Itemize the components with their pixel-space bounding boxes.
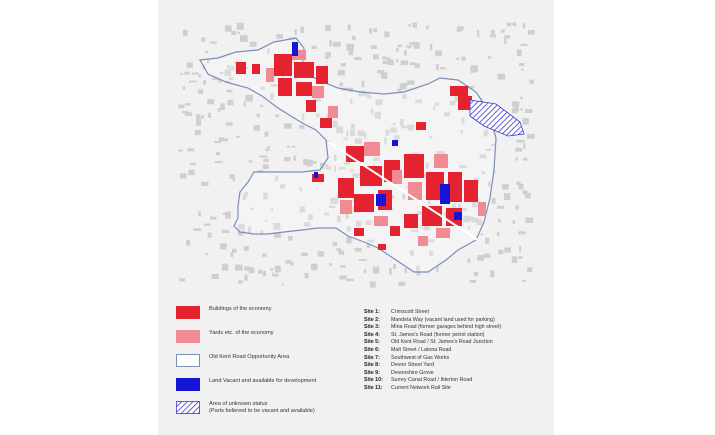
building-footprint [244, 246, 249, 251]
building-footprint [186, 240, 190, 246]
building-footprint [492, 198, 496, 204]
building-footprint [348, 24, 351, 30]
building-footprint [265, 149, 267, 152]
building-footprint [222, 230, 229, 233]
building-footprint [521, 69, 524, 71]
building-footprint [512, 256, 518, 263]
building-footprint [333, 42, 341, 47]
building-footprint [237, 136, 240, 138]
building-footprint [225, 212, 231, 219]
unknown-swatch [176, 401, 200, 414]
building-footprint [462, 57, 466, 61]
site-row [364, 309, 544, 317]
building-footprint [410, 62, 416, 65]
building-footprint [270, 268, 273, 271]
building-footprint [346, 44, 354, 51]
building-footprint [405, 268, 408, 273]
site-name: Southwest of Gas Works [391, 354, 450, 361]
building-footprint [257, 114, 260, 118]
building-footprint [435, 50, 442, 56]
building-footprint [359, 259, 367, 261]
building-footprint [414, 42, 420, 49]
site-name: Devon Street Yard [391, 362, 435, 369]
building-footprint [369, 28, 372, 33]
building-footprint [513, 220, 516, 224]
building-footprint [275, 266, 281, 273]
building-footprint [515, 205, 518, 209]
building-footprint [325, 54, 329, 59]
building-footprint [185, 103, 191, 105]
building-footprint [504, 193, 511, 200]
building-footprint [325, 25, 331, 31]
building-footprint [216, 152, 221, 155]
building-footprint [488, 56, 491, 59]
building-footprint [287, 146, 290, 148]
building-footprint [225, 25, 232, 31]
building-footprint [222, 264, 228, 271]
building-footprint [284, 123, 291, 129]
building-footprint [527, 267, 532, 272]
building-footprint [519, 184, 524, 190]
building-footprint [457, 26, 464, 30]
site-row [364, 339, 544, 347]
building-footprint [286, 260, 292, 264]
site-name: St. James's Road (former petrol station) [391, 331, 485, 338]
building-footprint [512, 23, 516, 27]
building-footprint [519, 256, 522, 259]
building-footprint [523, 158, 527, 161]
site-list [364, 309, 544, 393]
building-footprint [231, 31, 236, 35]
building-footprint [341, 63, 346, 67]
site-row [364, 370, 544, 378]
building-footprint [183, 30, 188, 36]
site-row [364, 347, 544, 355]
building-footprint [520, 97, 523, 100]
building-footprint [340, 82, 343, 86]
building-footprint [407, 46, 412, 49]
building-footprint [294, 29, 296, 35]
legend-label: Yards etc. of the economy [209, 330, 274, 336]
building-footprint [373, 267, 379, 274]
site-row [364, 377, 544, 385]
building-footprint [512, 102, 519, 107]
building-footprint [398, 282, 405, 286]
building-footprint [210, 217, 217, 220]
building-footprint [346, 237, 351, 244]
building-footprint [501, 30, 505, 33]
building-footprint [212, 274, 219, 279]
building-footprint [284, 157, 290, 161]
building-footprint [529, 80, 533, 84]
building-footprint [227, 100, 233, 106]
building-footprint [373, 54, 379, 59]
building-footprint [456, 58, 459, 60]
building-footprint [498, 250, 503, 255]
building-footprint [370, 281, 376, 287]
building-footprint [401, 83, 408, 87]
building-footprint [232, 249, 237, 253]
building-footprint [235, 265, 243, 271]
building-footprint [498, 74, 506, 80]
building-footprint [190, 163, 196, 165]
building-footprint [396, 48, 399, 52]
site-number: Site 4: [364, 331, 380, 338]
building-footprint [474, 272, 478, 277]
building-footprint [185, 111, 188, 116]
building-footprint [187, 148, 194, 151]
building-footprint [477, 30, 479, 37]
legend-item-area [176, 354, 289, 367]
building-footprint [339, 275, 346, 279]
site-row [364, 362, 544, 370]
building-footprint [179, 278, 185, 281]
building-footprint [362, 81, 365, 87]
building-footprint [339, 251, 345, 255]
building-footprint [218, 108, 221, 112]
building-footprint [205, 253, 208, 255]
building-footprint [491, 30, 495, 34]
building-footprint [220, 243, 227, 249]
building-footprint [497, 206, 504, 209]
building-footprint [520, 108, 522, 110]
building-footprint [178, 105, 184, 109]
building-footprint [384, 31, 389, 37]
building-footprint [504, 35, 510, 38]
site-row [364, 355, 544, 363]
building-footprint [526, 218, 534, 224]
site-number: Site 7: [364, 354, 380, 361]
building-footprint [205, 51, 208, 53]
building-footprint [208, 113, 211, 118]
building-footprint [512, 108, 518, 113]
building-footprint [192, 73, 199, 75]
building-footprint [265, 132, 269, 137]
building-footprint [522, 280, 526, 282]
building-footprint [519, 246, 521, 252]
building-footprint [245, 95, 253, 102]
building-footprint [346, 279, 354, 282]
legend-item-unknown [176, 401, 315, 415]
area-swatch [176, 354, 200, 367]
site-number: Site 3: [364, 324, 380, 331]
site-number: Site 11: [364, 384, 383, 391]
building-footprint [481, 233, 484, 235]
building-footprint [275, 114, 279, 117]
site-name: Devonshire Grove [391, 369, 434, 376]
building-footprint [230, 252, 233, 257]
site-number: Site 8: [364, 362, 380, 369]
building-footprint [305, 273, 309, 279]
building-footprint [517, 50, 522, 57]
building-footprint [497, 232, 499, 236]
building-footprint [263, 159, 268, 162]
building-footprint [336, 248, 341, 250]
building-footprint [352, 36, 356, 40]
building-footprint [517, 140, 525, 143]
building-footprint [198, 211, 201, 216]
site-row [364, 332, 544, 340]
site-name: Malt Street / Latona Road [391, 346, 452, 353]
building-footprint [311, 264, 318, 271]
building-footprint [318, 251, 324, 257]
building-footprint [188, 170, 194, 176]
building-footprint [401, 60, 409, 65]
building-footprint [183, 86, 186, 90]
building-footprint [263, 271, 266, 277]
site-row [364, 317, 544, 325]
building-footprint [299, 125, 304, 129]
building-footprint [527, 134, 535, 139]
building-footprint [477, 255, 484, 261]
building-footprint [238, 280, 243, 283]
building-footprint [220, 103, 225, 110]
yards-swatch [176, 330, 200, 343]
site-number: Site 5: [364, 339, 380, 346]
building-footprint [426, 26, 429, 30]
building-footprint [396, 59, 398, 62]
building-footprint [498, 219, 501, 222]
building-footprint [523, 23, 526, 28]
building-footprint [504, 247, 511, 252]
site-name: Old Kent Road / St. James's Road Junction [391, 339, 493, 346]
legend-label: Area of unknown status (Parts believed to be vacant and available) [209, 401, 315, 414]
building-footprint [198, 75, 201, 78]
site-number: Site 10: [364, 377, 383, 384]
building-footprint [340, 265, 346, 267]
building-footprint [470, 280, 477, 283]
building-footprint [381, 72, 387, 79]
building-footprint [208, 233, 212, 238]
building-footprint [484, 254, 490, 258]
building-footprint [301, 27, 305, 33]
building-footprint [382, 56, 386, 59]
building-footprint [393, 264, 396, 269]
building-footprint [407, 81, 415, 85]
site-number: Site 1: [364, 309, 380, 315]
site-number: Site 9: [364, 369, 380, 376]
legend-item-yards [176, 330, 274, 343]
site-name: Mandela Way (vacant land used for parking) [391, 316, 495, 323]
building-footprint [519, 63, 524, 66]
building-footprint [288, 236, 293, 241]
building-footprint [373, 28, 377, 32]
building-footprint [504, 39, 506, 45]
building-footprint [329, 40, 332, 47]
building-footprint [184, 72, 189, 75]
building-footprint [354, 57, 361, 60]
building-footprint [230, 174, 235, 179]
site-name: Current Network Rail Site [391, 384, 451, 391]
legend-label: Old Kent Road Opportunity Area [209, 354, 290, 360]
building-footprint [276, 34, 283, 39]
building-footprint [226, 122, 233, 125]
building-footprint [178, 150, 183, 152]
building-footprint [516, 157, 518, 161]
building-footprint [219, 137, 224, 141]
building-footprint [520, 44, 527, 46]
site-name: Surrey Canal Road / Ilderton Road [391, 377, 473, 384]
building-footprint [436, 266, 438, 272]
building-footprint [436, 64, 439, 70]
building-footprint [262, 254, 267, 257]
building-footprint [398, 45, 402, 48]
legend-item-vacant [176, 378, 316, 391]
building-footprint [364, 269, 367, 273]
building-footprint [490, 270, 494, 277]
building-footprint [293, 146, 296, 148]
building-footprint [201, 182, 208, 186]
building-footprint [259, 156, 267, 158]
building-footprint [430, 44, 432, 50]
building-footprint [207, 99, 214, 104]
building-footprint [258, 270, 262, 274]
building-footprint [250, 42, 257, 47]
building-footprint [338, 70, 345, 76]
building-footprint [523, 191, 528, 195]
building-footprint [329, 263, 332, 266]
building-footprint [502, 184, 509, 190]
building-footprint [237, 32, 240, 34]
legend-label: Buildings of the economy [209, 306, 272, 312]
building-footprint [333, 242, 338, 246]
building-footprint [237, 23, 244, 30]
building-footprint [248, 160, 252, 162]
building-footprint [470, 65, 478, 72]
building-footprint [274, 233, 281, 238]
building-footprint [412, 23, 417, 27]
building-footprint [272, 273, 274, 277]
building-footprint [203, 80, 206, 85]
building-footprint [528, 30, 535, 35]
building-footprint [312, 46, 317, 49]
building-footprint [404, 50, 407, 56]
building-footprint [254, 125, 260, 131]
site-row [364, 324, 544, 332]
building-footprint [518, 231, 526, 234]
building-footprint [244, 102, 246, 107]
building-footprint [523, 143, 525, 149]
building-footprint [485, 238, 489, 244]
building-footprint [263, 164, 269, 169]
building-footprint [260, 105, 263, 107]
building-footprint [181, 73, 183, 75]
legend-item-economy [176, 306, 272, 319]
economy-swatch [176, 306, 200, 319]
building-footprint [201, 115, 204, 119]
building-footprint [467, 259, 470, 263]
building-footprint [525, 109, 533, 113]
building-footprint [244, 274, 247, 281]
building-footprint [383, 61, 388, 64]
building-footprint [210, 42, 217, 44]
building-footprint [301, 253, 308, 256]
building-footprint [193, 228, 201, 231]
vacant-swatch [176, 378, 200, 391]
building-footprint [187, 63, 193, 69]
building-footprint [291, 262, 294, 265]
building-footprint [195, 130, 201, 135]
building-footprint [515, 148, 522, 152]
building-footprint [226, 90, 232, 93]
building-footprint [408, 24, 410, 27]
building-footprint [274, 274, 279, 277]
building-footprint [244, 267, 250, 271]
site-number: Site 6: [364, 346, 380, 353]
building-footprint [215, 161, 223, 163]
building-footprint [306, 160, 312, 166]
building-footprint [240, 35, 248, 42]
building-footprint [389, 268, 392, 274]
building-footprint [201, 37, 205, 42]
building-footprint [293, 156, 296, 161]
site-number: Site 2: [364, 316, 380, 323]
opportunity-area-map [178, 22, 538, 290]
building-footprint [233, 179, 236, 181]
building-footprint [490, 34, 496, 37]
building-footprint [523, 118, 529, 125]
building-footprint [282, 284, 284, 286]
building-footprint [189, 81, 197, 83]
building-footprint [180, 173, 187, 178]
site-name: Crimscott Street [391, 309, 429, 315]
building-footprint [196, 114, 200, 121]
building-footprint [440, 67, 446, 69]
site-row [364, 385, 544, 393]
building-footprint [507, 23, 512, 27]
building-footprint [198, 89, 203, 94]
site-name: Mina Road (former garages behind high street) [391, 324, 502, 331]
legend-label: Land Vacant and available for development [209, 378, 317, 384]
building-footprint [371, 45, 377, 49]
building-footprint [204, 224, 210, 227]
building-footprint [355, 248, 362, 252]
